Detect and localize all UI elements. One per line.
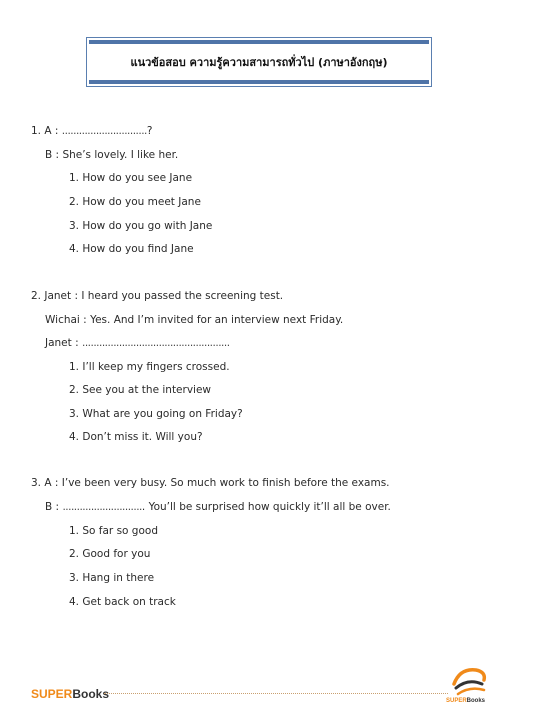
question-1-line-a <box>31 125 152 137</box>
title-box <box>86 37 432 87</box>
answer-blank: .............................. <box>61 125 147 137</box>
question-1-option-3: 3. How do you go with Jane <box>69 220 213 232</box>
question-3-line-b <box>45 501 391 513</box>
question-3-line-a <box>31 477 390 489</box>
question-2-line-wichai <box>45 314 343 326</box>
question-1-option-2: 2. How do you meet Jane <box>69 196 201 208</box>
speaker-label: 3. A : <box>31 477 59 489</box>
speaker-label: B : <box>45 501 60 513</box>
line-text: I heard you passed the screening test. <box>81 290 284 302</box>
speaker-label: Wichai : <box>45 314 87 326</box>
speaker-label: 1. A : <box>31 125 59 137</box>
line-text: She’s lovely. I like her. <box>62 149 179 161</box>
question-3-option-1: 1. So far so good <box>69 525 158 537</box>
answer-blank: .................................................... <box>81 337 230 349</box>
footer-logo-super: SUPER <box>446 698 467 704</box>
question-2-line-janet <box>31 290 283 302</box>
question-2-line-janet-blank <box>45 337 230 349</box>
footer-logo-books: Books <box>466 698 486 704</box>
title-box-bottom-bar <box>89 80 429 84</box>
question-3-option-2: 2. Good for you <box>69 548 151 560</box>
question-2-option-1: 1. I’ll keep my fingers crossed. <box>69 361 230 373</box>
footer-brand-books: Books <box>72 687 110 701</box>
answer-blank: ............................ <box>62 501 142 513</box>
question-2-option-2: 2. See you at the interview <box>69 384 212 396</box>
superbooks-logo-icon <box>446 664 492 700</box>
question-3-option-4: 4. Get back on track <box>69 596 176 608</box>
question-1-option-1: 1. How do you see Jane <box>69 172 193 184</box>
footer-logo-wordmark <box>446 698 485 704</box>
title-box-top-bar <box>89 40 429 44</box>
question-1-line-b <box>45 149 178 161</box>
speaker-label: 2. Janet : <box>31 290 78 302</box>
line-text: I’ve been very busy. So much work to finish before the exams. <box>61 477 390 489</box>
line-text: Yes. And I’m invited for an interview next Friday. <box>90 314 344 326</box>
footer-brand-super: SUPER <box>31 687 73 701</box>
line-suffix: . You’ll be surprised how quickly it’ll all be over. <box>141 501 391 513</box>
question-2-option-3: 3. What are you going on Friday? <box>69 408 243 420</box>
speaker-label: B : <box>45 149 60 161</box>
speaker-label: Janet : <box>45 337 79 349</box>
line-suffix: ? <box>146 125 153 137</box>
footer-brand <box>31 687 109 701</box>
question-3-option-3: 3. Hang in there <box>69 572 155 584</box>
page-title: แนวข้อสอบ ความรู้ความสามารถทั่วไป (ภาษาอังกฤษ) <box>130 56 388 69</box>
question-2-option-4: 4. Don’t miss it. Will you? <box>69 431 203 443</box>
question-1-option-4: 4. How do you find Jane <box>69 243 194 255</box>
footer-divider <box>104 693 448 694</box>
